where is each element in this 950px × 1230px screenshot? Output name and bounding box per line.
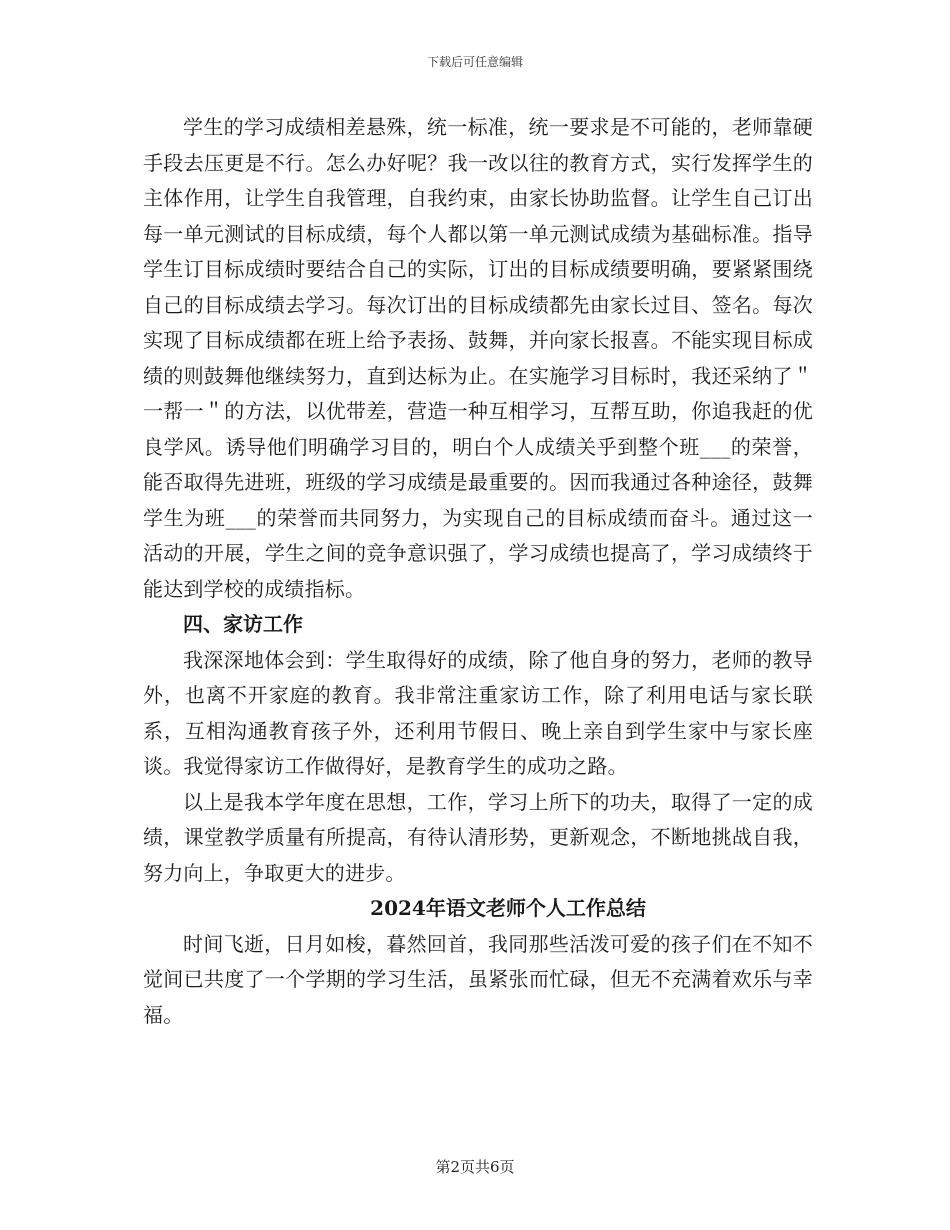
paragraph-home-visits: 我深深地体会到：学生取得好的成绩，除了他自身的努力，老师的教导外，也离不开家庭的教育。我非常注重家访工作，除了利用电话与家长联系，互相沟通教育孩子外，还利用节假日、晚上亲自到学生家中与家长座谈。我觉得家访工作做得好，是教育学生的成功之路。 (143, 647, 813, 778)
document-title-2024-summary: 2024年语文老师个人工作总结 (370, 896, 646, 920)
document-body (143, 110, 813, 1033)
paragraph-intro: 时间飞逝，日月如梭，暮然回首，我同那些活泼可爱的孩子们在不知不觉间已共度了一个学期的学习生活，虽紧张而忙碌，但无不充满着欢乐与幸福。 (143, 931, 813, 1027)
paragraph-goal-setting: 学生的学习成绩相差悬殊，统一标准，统一要求是不可能的，老师靠硬手段去压更是不行。怎么办好呢？我一改以往的教育方式，实行发挥学生的主体作用，让学生自我管理，自我约束，由家长协助监督。让学生自己订出每一单元测试的目标成绩，每个人都以第一单元测试成绩为基础标准。指导学生订目标成绩时要结合自己的实际，订出的目标成绩要明确，要紧紧围绕自己的目标成绩去学习。每次订出的目标成绩都先由家长过目、签名。每次实现了目标成绩都在班上给予表扬、鼓舞，并向家长报喜。不能实现目标成绩的则鼓舞他继续努力，直到达标为止。在实施学习目标时，我还采纳了＂一帮一＂的方法，以优带差，营造一种互相学习，互帮互助，你追我赶的优良学风。诱导他们明确学习目的，明白个人成绩关乎到整个班___的荣誉，能否取得先进班，班级的学习成绩是最重要的。因而我通过各种途径，鼓舞学生为班___的荣誉而共同努力，为实现自己的目标成绩而奋斗。通过这一活动的开展，学生之间的竞争意识强了，学习成绩也提高了，学习成绩终于能达到学校的成绩指标。 (143, 115, 813, 601)
page-number: 第2页共6页 (435, 1158, 515, 1176)
section-heading-home-visits: 四、家访工作 (183, 612, 303, 636)
page-header-note: 下载后可任意编辑 (426, 55, 523, 69)
paragraph-conclusion: 以上是我本学年度在思想，工作，学习上所下的功夫，取得了一定的成绩，课堂教学质量有所提高，有待认清形势，更新观念，不断地挑战自我，努力向上，争取更大的进步。 (143, 789, 813, 885)
